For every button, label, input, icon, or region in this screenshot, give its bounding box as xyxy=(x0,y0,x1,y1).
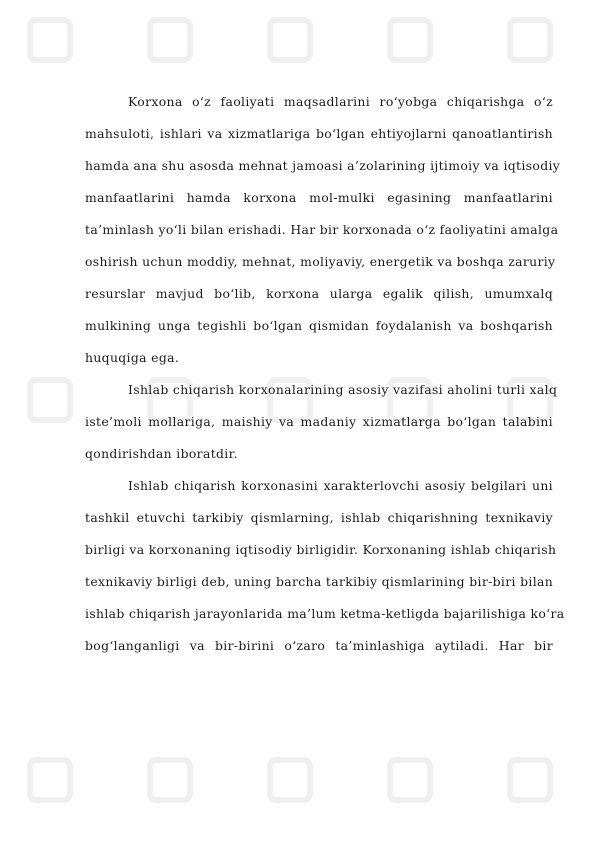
text-line: mahsuloti, ishlari va xizmatlariga bo‘lgan ehtiyojlarni qanoatlantirish xyxy=(85,126,553,141)
text-line: mulkining unga tegishli bo‘lgan qismidan foydalanish va boshqarish xyxy=(85,318,553,333)
text-line: Korxona o‘z faoliyati maqsadlarini ro‘yobga chiqarishga o‘z xyxy=(128,94,553,109)
document-body xyxy=(85,86,565,662)
text-line: ishlab chiqarish jarayonlarida ma’lum ketma-ketligda bajarilishiga ko‘ra xyxy=(85,606,565,621)
text-line: manfaatlarini hamda korxona mol-mulki egasining manfaatlarini xyxy=(85,190,553,205)
text-line: oshirish uchun moddiy, mehnat, moliyaviy, energetik va boshqa zaruriy xyxy=(85,254,556,269)
paragraph-3 xyxy=(85,470,565,662)
text-line: qondirishdan iboratdir. xyxy=(85,446,238,461)
text-line: tashkil etuvchi tarkibiy qismlarning, ishlab chiqarishning texnikaviy xyxy=(85,510,553,525)
text-line: resurslar mavjud bo‘lib, korxona ularga egalik qilish, umumxalq xyxy=(85,286,553,301)
text-line: texnikaviy birligi deb, uning barcha tarkibiy qismlarining bir-biri bilan xyxy=(85,574,554,589)
text-line: iste’moli mollariga, maishiy va madaniy xizmatlarga bo‘lgan talabini xyxy=(85,414,553,429)
text-line: bog‘langanligi va bir-birini o‘zaro ta’minlashiga aytiladi. Har bir xyxy=(85,638,553,653)
paragraph-1 xyxy=(85,86,561,374)
text-line: huquqiga ega. xyxy=(85,350,180,365)
text-line: Ishlab chiqarish korxonalarining asosiy vazifasi aholini turli xalq xyxy=(128,382,558,397)
text-line: birligi va korxonaning iqtisodiy birligidir. Korxonaning ishlab chiqarish xyxy=(85,542,557,557)
text-line: Ishlab chiqarish korxonasini xarakterlovchi asosiy belgilari uni xyxy=(128,478,553,493)
text-line: ta’minlash yo‘li bilan erishadi. Har bir korxonada o‘z faoliyatini amalga xyxy=(85,222,559,237)
paragraph-2 xyxy=(85,374,558,470)
text-line: hamda ana shu asosda mehnat jamoasi a’zolarining ijtimoiy va iqtisodiy xyxy=(85,158,561,173)
